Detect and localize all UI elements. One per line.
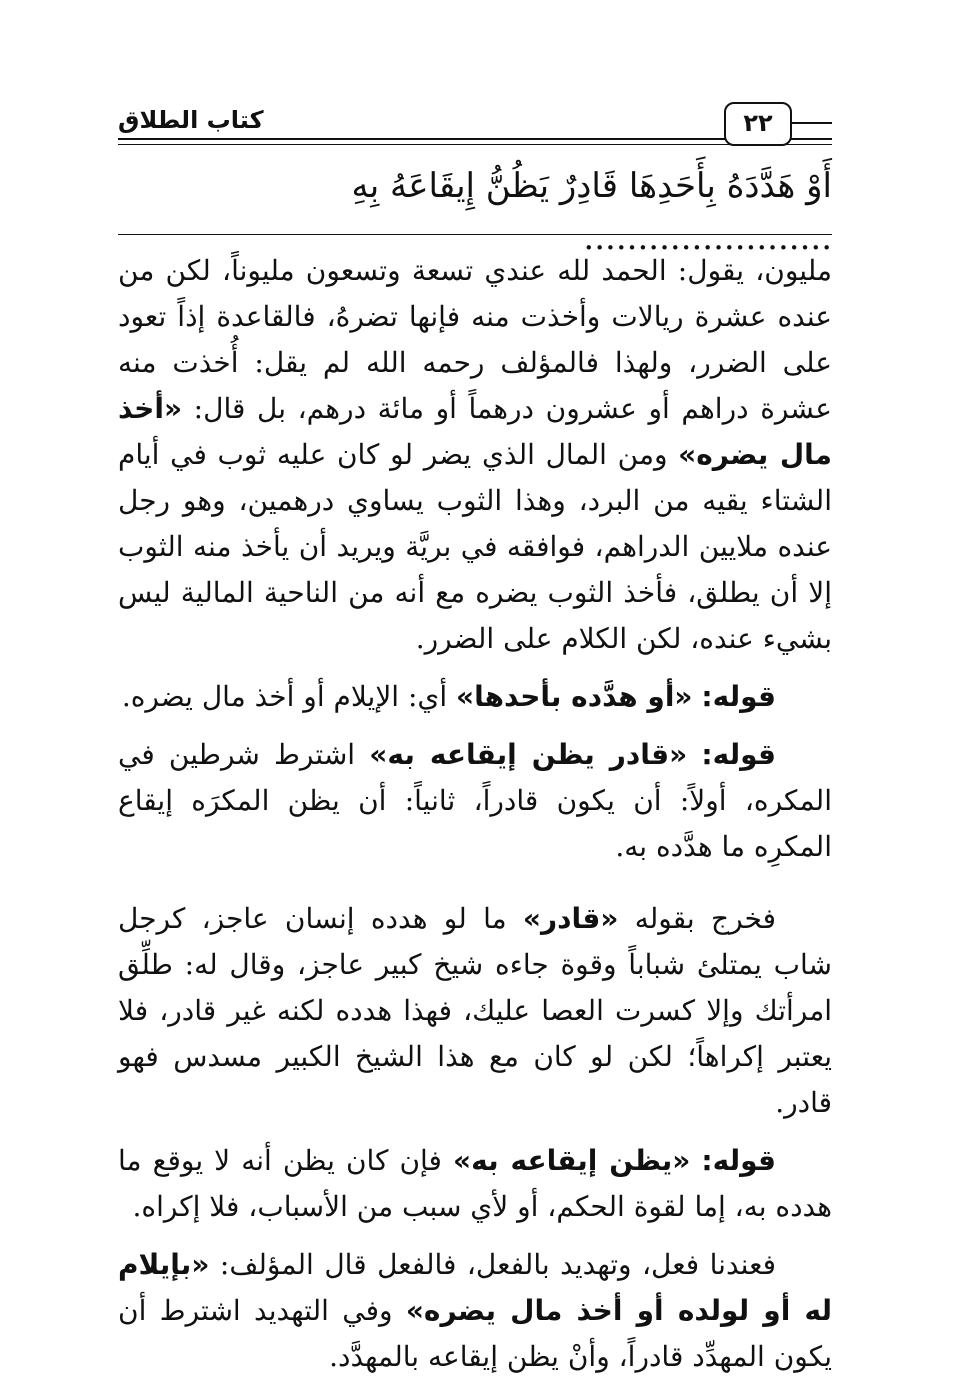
paragraph-1 bbox=[118, 248, 832, 662]
paragraph-text: أي: الإيلام أو أخذ مال يضره. bbox=[121, 680, 448, 713]
paragraph-4 bbox=[118, 896, 832, 1126]
paragraph-6 bbox=[118, 1242, 832, 1380]
quote-bold: «قادر يظن إيقاعه به» bbox=[369, 738, 688, 771]
paragraph-text: مليون، يقول: الحمد لله عندي تسعة وتسعون مليوناً، لكن من عنده عشرة ريالات وأخذت منه فإنها تضرهُ، فالقاعدة إذاً تعود على الضرر، ولهذا فالمؤلف رحمه الله لم يقل: أُخذت منه عشرة دراهم أو عشرون درهماً أو مائة درهم، بل قال: bbox=[118, 254, 832, 425]
header-rule-stub bbox=[792, 122, 832, 124]
page-number: ٢٢ bbox=[724, 102, 792, 146]
paragraph-2 bbox=[118, 674, 832, 720]
paragraph-5 bbox=[118, 1138, 832, 1230]
paragraph-text: فعندنا فعل، وتهديد بالفعل، فالفعل قال المؤلف: bbox=[219, 1248, 777, 1281]
header-rule-thin bbox=[118, 144, 832, 145]
paragraph-text: ما لو هدده إنسان عاجز، كرجل شاب يمتلئ شباباً وقوة جاءه شيخ كبير عاجز، وقال له: طلِّق امرأتك وإلا كسرت العصا عليك، فهذا هدده لكنه غير قادر، فلا يعتبر إكراهاً؛ لكن لو كان مع هذا الشيخ الكبير مسدس فهو قادر. bbox=[118, 902, 832, 1119]
paragraph-3 bbox=[118, 732, 832, 870]
page-header bbox=[118, 100, 832, 152]
paragraph-text: اشترط شرطين في المكره، أولاً: أن يكون قادراً، ثانياً: أن يظن المكرَه إيقاع المكرِه ما هدَّده به. bbox=[118, 738, 832, 863]
paragraph-text: وفي التهديد اشترط أن يكون المهدِّد قادراً، وأنْ يظن إيقاعه بالمهدَّد. bbox=[118, 1294, 832, 1373]
paragraph-text: فإن كان يظن أنه لا يوقع ما هدده به، إما لقوة الحكم، أو لأي سبب من الأسباب، فلا إكراه. bbox=[118, 1144, 832, 1223]
separator-line bbox=[118, 234, 832, 235]
qawluhu-label: قوله: bbox=[701, 680, 776, 713]
quote-bold: «يظن إيقاعه به» bbox=[453, 1144, 691, 1177]
qawluhu-label: قوله: bbox=[701, 1144, 776, 1177]
quote-bold: «أخذ مال يضره» bbox=[118, 392, 832, 471]
commentary-body bbox=[118, 248, 832, 1380]
paragraph-text: ومن المال الذي يضر لو كان عليه ثوب في أيام الشتاء يقيه من البرد، وهذا الثوب يساوي درهمين، وهو رجل عنده ملايين الدراهم، فوافقه في بريَّة ويريد أن يأخذ منه الثوب إلا أن يطلق، فأخذ الثوب يضره مع أنه من الناحية المالية ليس بشيء عنده، لكن الكلام على الضرر. bbox=[118, 438, 832, 655]
qawluhu-label: قوله: bbox=[701, 738, 777, 771]
matn-dots: ....................... bbox=[583, 218, 832, 258]
matn-line: أَوْ هَدَّدَهُ بِأَحَدِهَا قَادِرٌ يَظُنُّ إِيقَاعَهُ بِهِ bbox=[351, 166, 832, 206]
quote-bold: «بإيلام له أو لولده أو أخذ مال يضره» bbox=[118, 1248, 832, 1327]
quote-bold: «أو هدَّده بأحدها» bbox=[456, 680, 693, 713]
quote-bold: «قادر» bbox=[522, 902, 619, 935]
paragraph-text: فخرج بقوله bbox=[634, 902, 776, 935]
book-title: كتاب الطلاق bbox=[118, 106, 264, 134]
